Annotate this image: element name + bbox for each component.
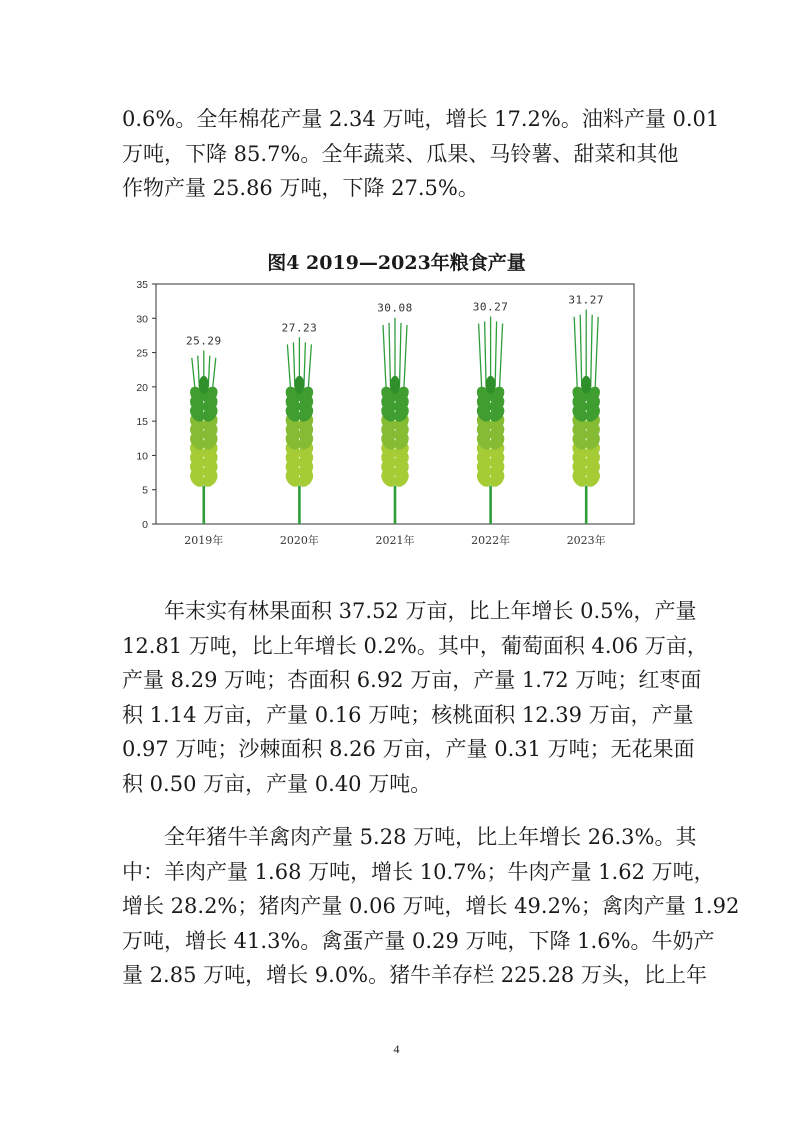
text-line: 0.6%。全年棉花产量 2.34 万吨，增长 17.2%。油料产量 0.01 bbox=[122, 107, 720, 131]
wheat-awn bbox=[500, 324, 503, 387]
y-tick-label: 35 bbox=[136, 279, 148, 291]
text-line: 产量 8.29 万吨；杏面积 6.92 万亩，产量 1.72 万吨；红枣面 bbox=[122, 668, 702, 692]
wheat-awn bbox=[485, 322, 487, 387]
wheat-awn bbox=[591, 315, 593, 387]
wheat-awn bbox=[192, 358, 195, 387]
x-tick-label: 2019年 bbox=[184, 534, 224, 547]
y-tick-label: 15 bbox=[136, 416, 148, 429]
wheat-bud bbox=[390, 376, 400, 394]
x-tick-label: 2020年 bbox=[279, 534, 319, 547]
wheat-bud bbox=[294, 376, 304, 394]
paragraph-crops bbox=[122, 102, 720, 206]
wheat-bar-2021年 bbox=[377, 302, 413, 524]
y-tick-label: 0 bbox=[142, 519, 148, 531]
y-tick-label: 20 bbox=[136, 381, 148, 394]
value-label: 30.27 bbox=[472, 300, 509, 314]
value-label: 30.08 bbox=[377, 301, 413, 315]
wheat-awn bbox=[308, 344, 311, 386]
value-label: 27.23 bbox=[281, 321, 318, 335]
x-tick-label: 2021年 bbox=[375, 534, 415, 547]
y-tick-label: 30 bbox=[136, 313, 148, 326]
text-line: 万吨，增长 41.3%。禽蛋产量 0.29 万吨，下降 1.6%。牛奶产 bbox=[122, 928, 715, 953]
y-tick-label: 25 bbox=[136, 347, 148, 360]
wheat-awn bbox=[495, 322, 497, 387]
text-line: 作物产量 25.86 万吨，下降 27.5%。 bbox=[122, 176, 479, 200]
text-line: 积 1.14 万亩，产量 0.16 万吨；核桃面积 12.39 万亩，产量 bbox=[122, 702, 694, 727]
wheat-awn bbox=[293, 342, 295, 386]
wheat-awn bbox=[383, 325, 386, 387]
value-label: 25.29 bbox=[185, 334, 222, 348]
wheat-bar-2022年 bbox=[473, 300, 509, 524]
chart-marks bbox=[186, 294, 604, 524]
wheat-awn bbox=[304, 342, 306, 386]
wheat-awn bbox=[400, 323, 402, 387]
wheat-awn bbox=[574, 317, 577, 387]
paragraph-livestock bbox=[122, 820, 740, 993]
text-line: 积 0.50 万亩，产量 0.40 万吨。 bbox=[122, 771, 432, 796]
wheat-awn bbox=[479, 324, 482, 387]
y-tick-label: 5 bbox=[142, 484, 148, 497]
wheat-bar-2019年 bbox=[186, 335, 222, 524]
chart-title: 图4 2019—2023年粮食产量 bbox=[267, 252, 526, 274]
wheat-bud bbox=[486, 376, 496, 394]
wheat-awn bbox=[213, 358, 216, 387]
text-line: 12.81 万吨，比上年增长 0.2%。其中，葡萄面积 4.06 万亩， bbox=[122, 633, 708, 658]
page-number: 4 bbox=[393, 1042, 400, 1056]
text-line: 0.97 万吨；沙棘面积 8.26 万亩，产量 0.31 万吨；无花果面 bbox=[122, 737, 695, 761]
wheat-bud bbox=[581, 376, 591, 394]
text-line: 增长 28.2%；猪肉产量 0.06 万吨，增长 49.2%；禽肉产量 1.92 bbox=[122, 894, 740, 918]
text-line: 量 2.85 万吨，增长 9.0%。猪牛羊存栏 225.28 万头，比上年 bbox=[122, 963, 707, 987]
wheat-bud bbox=[199, 376, 209, 394]
wheat-awn bbox=[580, 315, 582, 387]
wheat-bar-2023年 bbox=[568, 294, 604, 524]
wheat-bar-2020年 bbox=[282, 321, 318, 524]
text-line: 万吨，下降 85.7%。全年蔬菜、瓜果、马铃薯、甜菜和其他 bbox=[122, 141, 679, 166]
paragraph-orchards bbox=[122, 594, 708, 801]
y-tick-label: 10 bbox=[136, 450, 148, 463]
x-tick-label: 2022年 bbox=[471, 534, 511, 547]
wheat-awn bbox=[595, 317, 598, 387]
wheat-awn bbox=[404, 325, 407, 387]
wheat-awn bbox=[287, 344, 290, 386]
grain-output-chart bbox=[118, 270, 638, 552]
wheat-awn bbox=[389, 323, 391, 387]
x-tick-label: 2023年 bbox=[566, 534, 606, 547]
value-label: 31.27 bbox=[568, 293, 605, 307]
text-line: 全年猪牛羊禽肉产量 5.28 万吨，比上年增长 26.3%。其 bbox=[122, 825, 697, 849]
text-line: 中：羊肉产量 1.68 万吨，增长 10.7%；牛肉产量 1.62 万吨， bbox=[122, 859, 715, 884]
text-line: 年末实有林果面积 37.52 万亩，比上年增长 0.5%，产量 bbox=[122, 599, 697, 623]
